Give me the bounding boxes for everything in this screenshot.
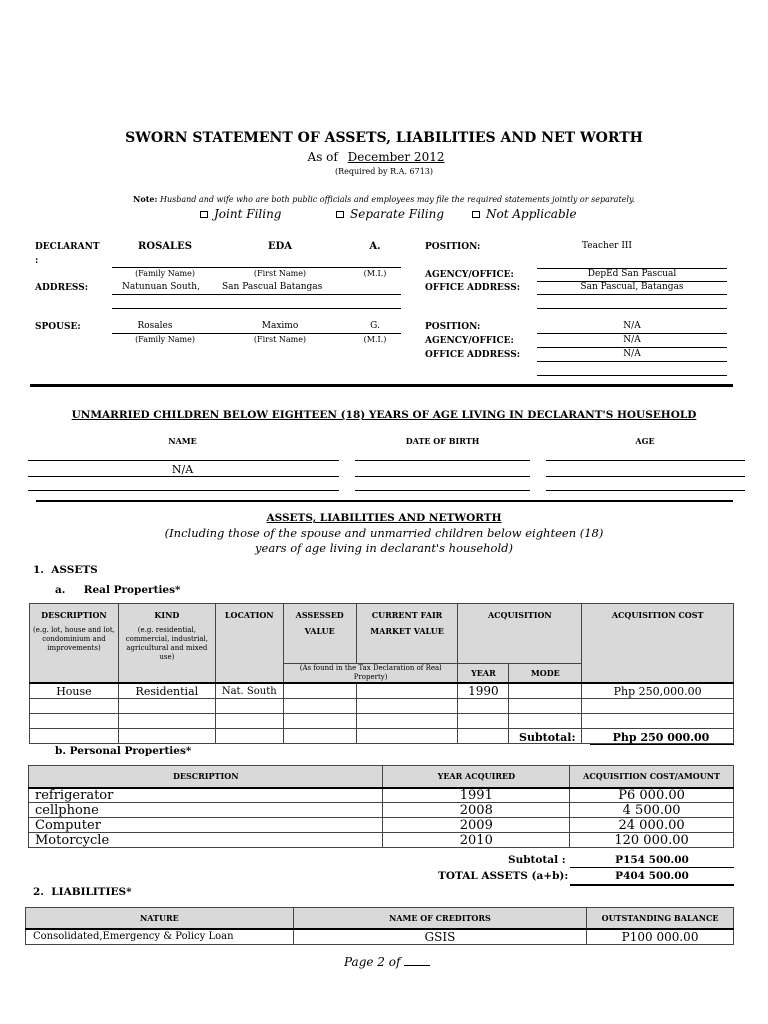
liability-creditor: GSIS <box>293 929 586 945</box>
col-description: DESCRIPTION (e.g. lot, house and lot, condominium and improvements) <box>30 604 119 684</box>
col-acquisition: ACQUISITION <box>458 604 582 664</box>
assets-heading: 1. ASSETS <box>33 564 98 576</box>
checkbox-icon[interactable] <box>336 211 344 218</box>
spouse-first-caption: (First Name) <box>253 335 307 344</box>
table-row: Motorcycle 2010 120 000.00 <box>29 833 734 848</box>
children-col-name: NAME <box>168 436 197 446</box>
family-name-caption: (Family Name) <box>135 269 195 278</box>
personal-subtotal-label: Subtotal : <box>508 854 566 866</box>
checkbox-icon[interactable] <box>472 211 480 218</box>
alnw-heading: ASSETS, LIABILITIES AND NETWORTH <box>266 512 502 524</box>
address-part2: San Pascual Batangas <box>222 282 323 292</box>
children-col-dob: DATE OF BIRTH <box>405 436 480 446</box>
col-nature: NATURE <box>26 908 294 929</box>
col-personal-description: DESCRIPTION <box>29 766 383 788</box>
total-assets-value: P404 500.00 <box>615 870 689 882</box>
col-assessed-value: ASSESSED VALUE <box>283 604 356 664</box>
real-properties-table <box>29 603 734 744</box>
agency-value: DepEd San Pascual <box>587 269 677 279</box>
personal-properties-table <box>28 765 734 848</box>
real-cost: Php 250,000.00 <box>582 683 734 699</box>
col-acquisition-cost: ACQUISITION COST <box>582 604 734 684</box>
col-year-acquired: YEAR ACQUIRED <box>383 766 570 788</box>
real-kind: Residential <box>118 683 215 699</box>
col-outstanding-balance: OUTSTANDING BALANCE <box>587 908 734 929</box>
col-acquisition-cost-amount: ACQUISITION COST/AMOUNT <box>570 766 734 788</box>
address-label: ADDRESS: <box>35 283 89 293</box>
spouse-agency-value: N/A <box>623 335 641 345</box>
alnw-subheading-1: (Including those of the spouse and unmarried children below eighteen (18) <box>164 526 604 540</box>
personal-properties-heading: b. Personal Properties* <box>55 745 192 757</box>
note-label: Note: <box>133 194 158 204</box>
section-divider <box>36 500 733 502</box>
office-address-value: San Pascual, Batangas <box>580 282 684 292</box>
spouse-first-name: Maximo <box>261 321 299 331</box>
position-value: Teacher III <box>582 241 632 251</box>
table-row: refrigerator 1991 P6 000.00 <box>29 788 734 803</box>
spouse-family-caption: (Family Name) <box>135 335 195 344</box>
spouse-mi: G. <box>370 321 380 331</box>
spouse-position-value: N/A <box>623 321 641 331</box>
liability-nature: Consolidated,Emergency & Policy Loan <box>26 929 294 945</box>
as-of-line <box>0 150 768 164</box>
liability-balance: P100 000.00 <box>587 929 734 945</box>
declarant-label: DECLARANT <box>35 242 100 252</box>
table-row <box>30 714 734 729</box>
col-year: YEAR <box>458 664 509 684</box>
col-current-fair-market-value: CURRENT FAIR MARKET VALUE <box>356 604 458 664</box>
spouse-family-name: Rosales <box>137 321 173 331</box>
spouse-mi-caption: (M.I.) <box>363 335 387 344</box>
spouse-agency-label: AGENCY/OFFICE: <box>425 336 514 346</box>
tax-declaration-note: (As found in the Tax Declaration of Real Property) <box>283 664 458 684</box>
required-note: (Required by R.A. 6713) <box>334 167 434 176</box>
mi-caption: (M.I.) <box>363 269 387 278</box>
children-name-value: N/A <box>171 463 194 476</box>
alnw-subheading-2: years of age living in declarant's household) <box>255 541 513 555</box>
joint-filing-option[interactable]: Joint Filing <box>200 207 282 221</box>
first-name-caption: (First Name) <box>253 269 307 278</box>
note-line <box>0 194 768 204</box>
real-location: Nat. South <box>215 683 283 699</box>
real-subtotal-value: Php 250 000.00 <box>612 731 710 744</box>
note-text: Husband and wife who are both public officials and employees may file the required statements jointly or separately. <box>159 195 635 204</box>
office-address-label: OFFICE ADDRESS: <box>425 283 521 293</box>
declarant-family-name: ROSALES <box>138 241 192 252</box>
spouse-office-address-value: N/A <box>623 349 641 359</box>
as-of-label: As of <box>307 150 338 164</box>
declarant-first-name: EDA <box>267 241 293 252</box>
section-divider <box>30 384 733 387</box>
real-properties-heading: a. Real Properties* <box>55 584 181 596</box>
personal-subtotal-value: P154 500.00 <box>615 854 689 866</box>
declarant-mi: A. <box>369 241 381 252</box>
page-title: SWORN STATEMENT OF ASSETS, LIABILITIES AND NET WORTH <box>125 130 643 146</box>
children-col-age: AGE <box>635 436 655 446</box>
position-label: POSITION: <box>425 242 481 252</box>
total-assets-label: TOTAL ASSETS (a+b): <box>438 870 569 882</box>
real-year: 1990 <box>458 683 509 699</box>
as-of-value: December 2012 <box>347 150 445 164</box>
col-name-of-creditors: NAME OF CREDITORS <box>293 908 586 929</box>
col-kind: KIND (e.g. residential, commercial, industrial, agricultural and mixed use) <box>118 604 215 684</box>
agency-label: AGENCY/OFFICE: <box>425 270 514 280</box>
page-number: Page 2 of <box>344 955 430 969</box>
table-row <box>30 699 734 714</box>
col-mode: MODE <box>509 664 582 684</box>
liabilities-heading: 2. LIABILITIES* <box>33 886 132 898</box>
separate-filing-option[interactable]: Separate Filing <box>336 207 444 221</box>
spouse-position-label: POSITION: <box>425 322 481 332</box>
real-description: House <box>30 683 119 699</box>
checkbox-icon[interactable] <box>200 211 208 218</box>
liabilities-table <box>25 907 734 945</box>
col-location: LOCATION <box>215 604 283 684</box>
address-part1: Natunuan South, <box>122 282 200 292</box>
spouse-office-address-label: OFFICE ADDRESS: <box>425 350 521 360</box>
declarant-colon: : <box>35 256 39 266</box>
real-subtotal-label: Subtotal: <box>519 731 576 744</box>
table-row: Computer 2009 24 000.00 <box>29 818 734 833</box>
table-row: cellphone 2008 4 500.00 <box>29 803 734 818</box>
not-applicable-option[interactable]: Not Applicable <box>472 207 577 221</box>
table-row <box>26 929 734 945</box>
spouse-label: SPOUSE: <box>35 322 81 332</box>
table-row <box>30 683 734 699</box>
children-heading: UNMARRIED CHILDREN BELOW EIGHTEEN (18) YEARS OF AGE LIVING IN DECLARANT'S HOUSEHOLD <box>71 409 697 421</box>
